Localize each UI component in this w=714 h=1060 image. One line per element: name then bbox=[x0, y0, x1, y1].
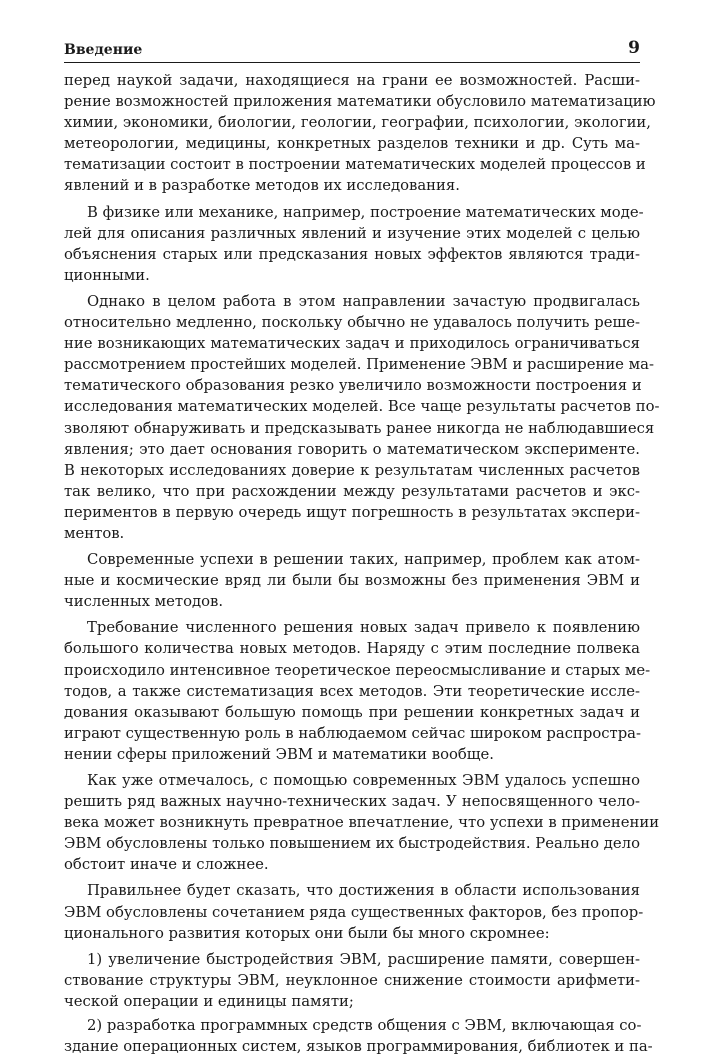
text-line: 1) увеличение быстродействия ЭВМ, расширение памяти, совершен- bbox=[87, 950, 640, 968]
text-line: века может возникнуть превратное впечатление, что успехи в применении bbox=[64, 814, 660, 832]
body-text bbox=[64, 70, 660, 1060]
header-rule bbox=[64, 62, 640, 63]
text-line: относительно медленно, поскольку обычно не удавалось получить реше- bbox=[64, 314, 640, 332]
text-line: ционными. bbox=[64, 266, 150, 284]
text-line: ствование структуры ЭВМ, неуклонное снижение стоимости арифмети- bbox=[64, 971, 640, 989]
text-line: перед наукой задачи, находящиеся на грани ее возможностей. Расши- bbox=[64, 72, 640, 89]
paragraph bbox=[64, 549, 640, 612]
text-line: В некоторых исследованиях доверие к результатам численных расчетов bbox=[64, 461, 640, 479]
text-line: ционального развития которых они были бы много скромнее: bbox=[64, 924, 550, 942]
text-line: большого количества новых методов. Наряду с этим последние полвека bbox=[64, 640, 640, 658]
text-line: 2) разработка программных средств общения с ЭВМ, включающая со- bbox=[87, 1017, 642, 1035]
text-line: тематического образования резко увеличило возможности построения и bbox=[64, 377, 642, 395]
text-line: ные и космические вряд ли были бы возможны без применения ЭВМ и bbox=[64, 572, 640, 590]
text-line: зволяют обнаруживать и предсказывать ранее никогда не наблюдавшиеся bbox=[64, 419, 655, 437]
text-line: обстоит иначе и сложнее. bbox=[64, 856, 269, 874]
text-line: здание операционных систем, языков программирования, библиотек и па- bbox=[64, 1038, 653, 1056]
paragraph bbox=[64, 617, 651, 765]
text-line: так велико, что при расхождении между результатами расчетов и экс- bbox=[64, 482, 640, 500]
text-line: химии, экономики, биологии, геологии, географии, психологии, экологии, bbox=[64, 114, 651, 132]
text-line: Современные успехи в решении таких, например, проблем как атом- bbox=[87, 551, 640, 569]
text-line: метеорологии, медицины, конкретных разделов техники и др. Суть ма- bbox=[64, 135, 640, 153]
text-line: рение возможностей приложения математики обусловило математизацию bbox=[64, 93, 656, 111]
list-item bbox=[64, 1015, 653, 1057]
text-line: нении сферы приложений ЭВМ и математики вообще. bbox=[64, 745, 495, 763]
text-line: ЭВМ обусловлены только повышением их быстродействия. Реально дело bbox=[64, 835, 640, 853]
text-line: Правильнее будет сказать, что достижения в области использования bbox=[87, 882, 640, 900]
text-line: Требование численного решения новых задач привело к появлению bbox=[87, 619, 640, 637]
text-line: периментов в первую очередь ищут погрешность в результатах экспери- bbox=[64, 503, 640, 521]
paragraph bbox=[64, 880, 644, 943]
paragraph bbox=[64, 202, 644, 286]
text-line: ние возникающих математических задач и приходилось ограничиваться bbox=[64, 335, 640, 353]
page-number: 9 bbox=[628, 38, 640, 58]
text-line: ческой операции и единицы памяти; bbox=[64, 992, 354, 1010]
text-line: рассмотрением простейших моделей. Применение ЭВМ и расширение ма- bbox=[64, 356, 654, 374]
text-line: тематизации состоит в построении математических моделей процессов и bbox=[64, 156, 646, 174]
text-line: явлений и в разработке методов их исследования. bbox=[64, 177, 460, 195]
paragraph bbox=[64, 291, 660, 544]
text-line: исследования математических моделей. Все чаще результаты расчетов по- bbox=[64, 398, 660, 416]
text-line: решить ряд важных научно-технических задач. У непосвященного чело- bbox=[64, 793, 640, 811]
text-line: Как уже отмечалось, с помощью современных ЭВМ удалось успешно bbox=[87, 772, 640, 789]
section-title: Введение bbox=[64, 42, 143, 58]
text-line: ЭВМ обусловлены сочетанием ряда существенных факторов, без пропор- bbox=[64, 903, 644, 921]
text-line: В физике или механике, например, построение математических моде- bbox=[87, 203, 644, 221]
text-line: явления; это дает основания говорить о математическом эксперименте. bbox=[64, 440, 640, 458]
running-head bbox=[64, 36, 640, 62]
list-item bbox=[64, 949, 640, 1012]
text-line: численных методов. bbox=[64, 593, 224, 611]
text-line: лей для описания различных явлений и изучение этих моделей с целью bbox=[64, 224, 640, 242]
text-line: объяснения старых или предсказания новых эффектов являются тради- bbox=[64, 245, 640, 263]
text-line: происходило интенсивное теоретическое переосмысливание и старых ме- bbox=[64, 661, 651, 679]
text-line: ментов. bbox=[64, 524, 125, 542]
text-line: дования оказывают большую помощь при решении конкретных задач и bbox=[64, 703, 640, 721]
paragraph bbox=[64, 70, 656, 197]
paragraph bbox=[64, 770, 660, 875]
text-line: тодов, а также систематизация всех методов. Эти теоретические иссле- bbox=[64, 682, 640, 700]
text-line: Однако в целом работа в этом направлении зачастую продвигалась bbox=[87, 292, 640, 310]
text-line: играют существенную роль в наблюдаемом сейчас широком распростра- bbox=[64, 724, 641, 742]
